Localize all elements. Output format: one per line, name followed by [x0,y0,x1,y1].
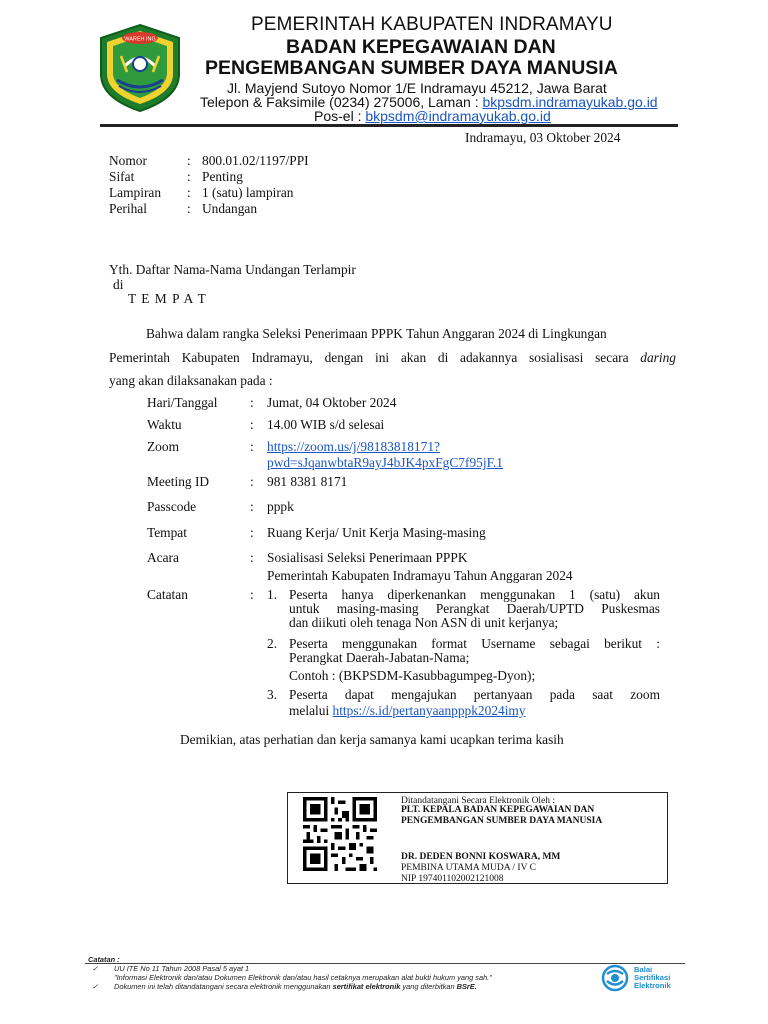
note-number: 1. [267,587,278,602]
bsre-line-2: Sertifikasi [634,973,671,983]
meta-value: 800.01.02/1197/PPI [202,153,309,168]
detail-waktu-label: Waktu [147,417,182,432]
note-number: 3. [267,687,278,702]
note-3-line-1: Peserta dapat mengajukan pertanyaan pada saat zoom [289,687,660,702]
footer-heading: Catatan : [88,955,120,964]
detail-waktu-value: 14.00 WIB s/d selesai [267,417,385,432]
letter-date: Indramayu, 03 Oktober 2024 [465,130,621,145]
meta-colon: : [187,153,191,168]
note-1-line-2: untuk masing-masing Perangkat Daerah/UPTD Puskesmas [289,601,660,616]
body-line-2 [109,350,676,366]
signer-title-1: PLT. KEPALA BADAN KEPEGAWAIAN DAN [401,805,595,815]
header-line-1: PEMERINTAH KABUPATEN INDRAMAYU [251,14,613,35]
bsre-line-3: Elektronik [634,981,671,991]
body-italic: daring [640,350,676,365]
meta-label: Lampiran [109,185,162,200]
body-text: Pemerintah Kabupaten Indramayu, dengan ini akan di adakannya sosialisasi secara [109,350,641,365]
footer-check-1: ✓ [92,964,99,973]
addressee-line-3: T E M P A T [128,291,207,306]
detail-tempat-value: Ruang Kerja/ Unit Kerja Masing-masing [267,525,486,540]
footer-line-3-mid: yang diterbitkan [400,982,457,991]
note-3-line-2 [289,703,526,719]
note-2-line-2: Perangkat Daerah-Jabatan-Nama; [289,650,470,665]
closing-text: Demikian, atas perhatian dan kerja samanya kami ucapkan terima kasih [180,732,564,747]
footer-line-3-bold: sertifikat elektronik [332,982,401,991]
meta-row [109,185,409,201]
header-email [314,108,551,124]
detail-acara-value-1: Sosialisasi Seleksi Penerimaan PPPK [267,550,468,565]
meta-row [109,169,409,185]
body-line-3: yang akan dilaksanakan pada : [109,373,273,388]
email-label: Pos-el : [314,108,366,124]
zoom-link[interactable]: https://zoom.us/j/98183818171? [267,439,440,454]
detail-hari-value: Jumat, 04 Oktober 2024 [267,395,397,410]
meta-colon: : [187,201,191,216]
footer-line-3-text: Dokumen ini telah ditandatangani secara elektronik menggunakan [114,982,333,991]
logo-text: WAREH ING [124,36,156,43]
signer-name: DR. DEDEN BONNI KOSWARA, MM [401,852,561,862]
detail-colon: : [250,499,254,514]
signer-title-2: PENGEMBANGAN SUMBER DAYA MANUSIA [401,816,603,826]
detail-hari-label: Hari/Tanggal [147,395,218,410]
header-line-2: BADAN KEPEGAWAIAN DAN [286,36,556,58]
note-2-line-1: Peserta menggunakan format Username sebagai berikut : [289,636,660,651]
footer-line-3 [114,982,477,991]
footer-line-2: "Informasi Elektronik dan/atau Dokumen Elektronik dan/atau hasil cetaknya merupakan alat bukti hukum yang sah." [114,973,492,982]
footer-line-3-bold2: BSrE. [456,982,477,991]
body-line-1: Bahwa dalam rangka Seleksi Penerimaan PPPK Tahun Anggaran 2024 di Lingkungan [146,326,607,341]
bsre-text [634,966,671,991]
signature-box [287,792,668,884]
detail-passcode-value: pppk [267,499,294,514]
meta-colon: : [187,169,191,184]
meta-value: Penting [202,169,243,184]
detail-catatan-label: Catatan [147,587,188,602]
signer-nip: NIP 197401102002121008 [401,874,504,884]
meta-label: Nomor [109,153,147,168]
addressee-line-2: di [113,277,124,292]
detail-meeting-label: Meeting ID [147,474,210,489]
note-2-line-3: Contoh : (BKPSDM-Kasubbagumpeg-Dyon); [289,668,536,683]
detail-acara-value-2: Pemerintah Kabupaten Indramayu Tahun Anggaran 2024 [267,568,573,583]
question-link[interactable]: https://s.id/pertanyaanpppk2024imy [332,703,526,718]
detail-tempat-label: Tempat [147,525,187,540]
meta-colon: : [187,185,191,200]
detail-colon: : [250,525,254,540]
footer-check-2: ✓ [92,982,99,991]
email-link[interactable]: bkpsdm@indramayukab.go.id [365,108,551,124]
note-1-line-3: dan diikuti oleh tenaga Non ASN di unit kerjanya; [289,615,559,630]
phone-text: Telepon & Faksimile (0234) 275006, Laman : [200,94,483,110]
zoom-link-continued[interactable]: pwd=sJqanwbtaR9ayJ4bJK4pxFgC7f95jF.1 [267,455,503,470]
meta-value: 1 (satu) lampiran [202,185,294,200]
note-3-prefix: melalui [289,703,333,718]
letterhead [0,0,768,132]
meta-row [109,153,409,169]
meta-row [109,201,409,217]
footer-line-1: UU ITE No 11 Tahun 2008 Pasal 5 ayat 1 [114,964,250,973]
header-divider [100,124,678,127]
detail-meeting-value: 981 8381 8171 [267,474,348,489]
detail-acara-label: Acara [147,550,179,565]
detail-colon: : [250,587,254,602]
meta-label: Sifat [109,169,135,184]
meta-label: Perihal [109,201,147,216]
detail-colon: : [250,417,254,432]
meta-block [109,153,409,217]
signer-rank: PEMBINA UTAMA MUDA / IV C [401,863,536,873]
detail-colon: : [250,439,254,454]
qr-code-icon [298,797,382,871]
note-1-line-1: Peserta hanya diperkenankan menggunakan 1 (satu) akun [289,587,660,602]
detail-zoom-label: Zoom [147,439,179,454]
detail-colon: : [250,474,254,489]
detail-colon: : [250,550,254,565]
header-address: Jl. Mayjend Sutoyo Nomor 1/E Indramayu 45212, Jawa Barat [227,80,607,96]
signed-label: Ditandatangani Secara Elektronik Oleh : [401,796,556,806]
bsre-logo-icon [599,964,631,992]
detail-passcode-label: Passcode [147,499,197,514]
note-number: 2. [267,636,278,651]
detail-colon: : [250,395,254,410]
kabupaten-logo [95,22,185,114]
header-line-3: PENGEMBANGAN SUMBER DAYA MANUSIA [205,57,618,79]
meta-value: Undangan [202,201,258,216]
bsre-line-1: Balai [634,965,653,974]
website-link[interactable]: bkpsdm.indramayukab.go.id [482,94,658,110]
addressee-line-1: Yth. Daftar Nama-Nama Undangan Terlampir [109,262,356,277]
